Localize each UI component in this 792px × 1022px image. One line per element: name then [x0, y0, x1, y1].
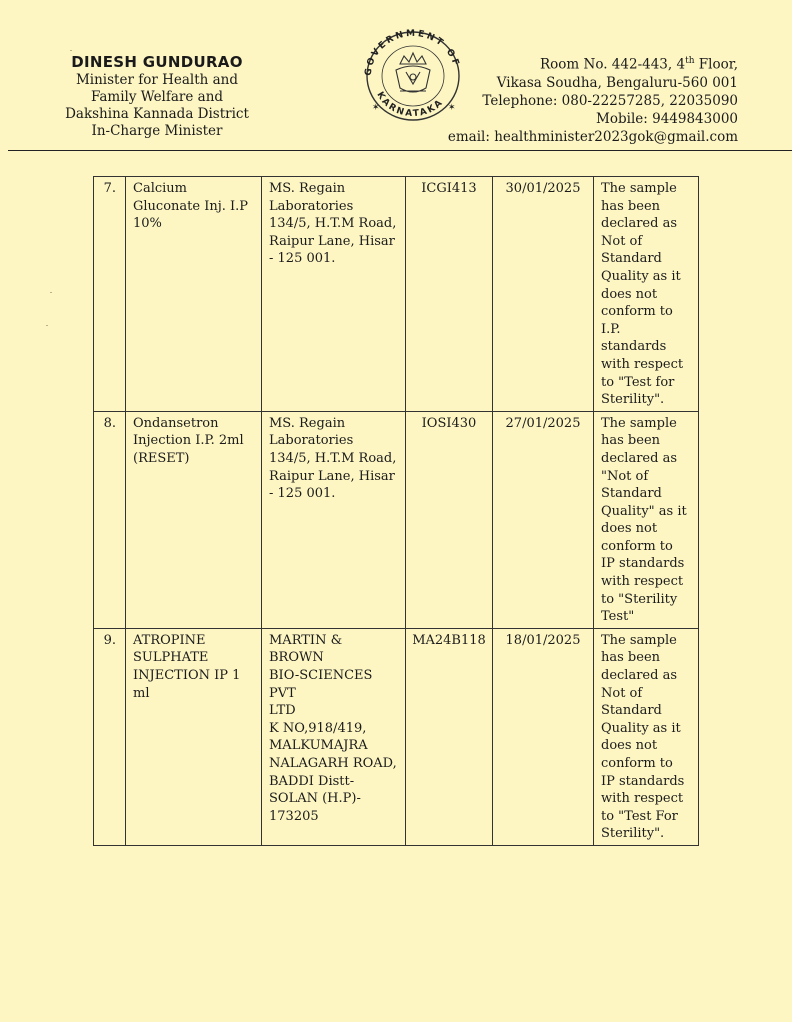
designation-line: In-Charge Minister — [91, 123, 223, 139]
manufacturer: MARTIN & BROWN BIO-SCIENCES PVT LTD K NO,918/419, MALKUMAJRA NALAGARH ROAD, BADDI Distt- SOLAN (H.P)- 173205 — [262, 628, 406, 845]
svg-text:✶: ✶ — [448, 103, 456, 113]
batch-number: ICGI413 — [406, 177, 493, 412]
remark: The sample has been declared as "Not of Standard Quality" as it does not conform to IP standards with respect to "Sterility Test" — [594, 411, 699, 628]
designation-line: Minister for Health and — [75, 72, 239, 88]
telephone: Telephone: 080-22257285, 22035090 — [482, 92, 738, 109]
drug-name: ATROPINE SULPHATE INJECTION IP 1 ml — [126, 628, 262, 845]
scan-speck — [70, 50, 72, 51]
mobile: Mobile: 9449843000 — [596, 110, 738, 127]
remark: The sample has been declared as Not of Standard Quality as it does not conform to IP standards with respect to "Test For Sterility". — [594, 628, 699, 845]
drug-name: Ondansetron Injection I.P. 2ml (RESET) — [126, 411, 262, 628]
minister-name: DINESH GUNDURAO — [71, 53, 243, 71]
svg-text:KARNATAKA: KARNATAKA — [374, 90, 446, 120]
email: email: healthminister2023gok@gmail.com — [447, 128, 738, 145]
address-line-1: Room No. 442-443, 4th Floor, — [540, 56, 738, 73]
manufacturer: MS. Regain Laboratories 134/5, H.T.M Road, Raipur Lane, Hisar - 125 001. — [262, 177, 406, 412]
test-date: 18/01/2025 — [493, 628, 594, 845]
serial-number: 8. — [94, 411, 126, 628]
scan-speck — [50, 292, 52, 293]
serial-number: 7. — [94, 177, 126, 412]
table-row — [94, 177, 699, 412]
table-row — [94, 628, 699, 845]
scan-speck — [46, 325, 48, 326]
minister-block — [52, 54, 262, 140]
designation-line: Family Welfare and — [90, 89, 224, 105]
svg-text:GOVERNMENT OF: GOVERNMENT OF — [363, 28, 462, 77]
batch-number: IOSI430 — [406, 411, 493, 628]
drug-name: Calcium Gluconate Inj. I.P 10% — [126, 177, 262, 412]
test-date: 30/01/2025 — [493, 177, 594, 412]
manufacturer: MS. Regain Laboratories 134/5, H.T.M Road, Raipur Lane, Hisar - 125 001. — [262, 411, 406, 628]
contact-block — [448, 52, 738, 146]
remark: The sample has been declared as Not of Standard Quality as it does not conform to I.P. standards with respect to "Test for Sterility". — [594, 177, 699, 412]
drug-quality-table — [93, 176, 699, 846]
batch-number: MA24B118 — [406, 628, 493, 845]
svg-text:✶: ✶ — [372, 103, 380, 113]
header-divider — [8, 150, 792, 151]
test-date: 27/01/2025 — [493, 411, 594, 628]
table-row — [94, 411, 699, 628]
designation-line: Dakshina Kannada District — [65, 106, 249, 122]
serial-number: 9. — [94, 628, 126, 845]
address-line-2: Vikasa Soudha, Bengaluru-560 001 — [496, 74, 738, 91]
